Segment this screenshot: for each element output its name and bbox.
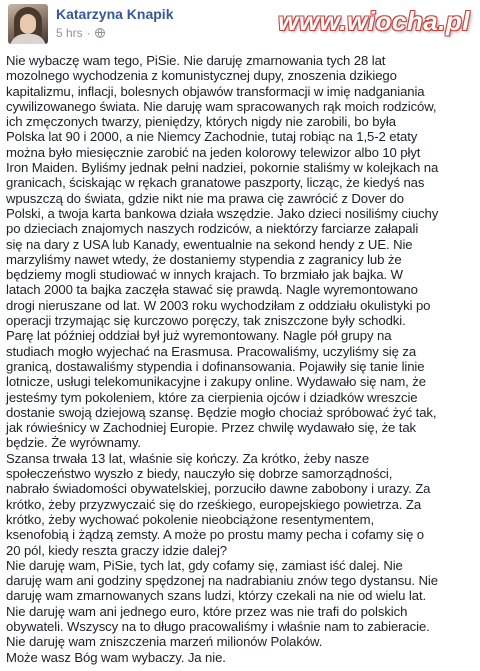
- post-text-line: daruję wam ani godziny spędzonej na nadrabianiu znów tego dystansu. Nie: [6, 573, 438, 589]
- post-text-line: operacji trzymając się kurczowo poręczy, tak zniszczone były schodki.: [6, 313, 406, 329]
- post-text-line: lotnicze, usługi telekomunikacyjne i zakupy online. Wydawało się nam, że: [6, 374, 426, 390]
- post-text-line: Nie wybaczę wam tego, PiSie. Nie daruję zmarnowania tych 28 lat: [6, 53, 386, 68]
- avatar-face: [20, 14, 36, 34]
- post-text-line: marzyliśmy nawet wtedy, że dostaniemy stypendia z zagranicy lub że: [6, 251, 402, 267]
- post-text-line: daruję wam zmarnowanych szans ludzi, którzy czekali na nie od wielu lat.: [6, 588, 427, 604]
- post-text-line: można było miesięcznie zarobić na jeden kolorowy telewizor albo 10 płyt: [6, 144, 421, 160]
- post-text-line: wpuszczą do świata, gdzie nikt nie ma prawa cię zawrócić z Dover do: [6, 190, 404, 206]
- post-text-line: granicach, ściskając w rękach granatowe paszporty, licząc, że kiedyś nas: [6, 175, 425, 191]
- post-text-line: Może wasz Bóg wam wybaczy. Ja nie.: [6, 649, 226, 665]
- author-avatar[interactable]: [8, 4, 48, 44]
- post-text-line: Polski, a twoja karta bankowa działa wszędzie. Jako dzieci nosiliśmy ciuchy: [6, 205, 439, 221]
- post-meta: [56, 26, 105, 40]
- post-text-line: Polska lat 90 i 2000, a nie Niemcy Zachodnie, tutaj robiąc na 1,5-2 etaty: [6, 129, 418, 145]
- post-text-line: krótko, żeby przyzwyczaić się do rześkiego, europejskiego powietrza. Za: [6, 496, 422, 512]
- post-text-line: Iron Maiden. Byliśmy jednak pełni nadziei, pokornie staliśmy w kolejkach na: [6, 160, 439, 176]
- post-text-line: 20 pól, kiedy reszta graczy idzie dalej?: [6, 542, 227, 558]
- author-name[interactable]: Katarzyna Knapik: [56, 6, 174, 22]
- post-text-line: się na dary z USA lub Kanady, ewentualnie na sekond hendy z UE. Nie: [6, 236, 413, 252]
- post-text-line: studiach mogło wyjechać na Erasmusa. Pracowaliśmy, uczyliśmy się za: [6, 343, 417, 359]
- post-text-line: Nie daruję wam ani jednego euro, które przez was nie trafi do polskich: [6, 603, 408, 619]
- post-text-line: latach 2000 ta bajka zaczęła stawać się prawdą. Nagle wyremontowano: [6, 282, 418, 298]
- post-text-line: mozolnego wychodzenia z komunistycznej dupy, znoszenia dzikiego: [6, 68, 397, 84]
- post-text-line: Parę lat później oddział był już wyremontowany. Nagle pół grupy na: [6, 328, 392, 344]
- post-text-line: po dzieciach znajomych naszych rodziców, a niektórzy farciarze załapali: [6, 221, 419, 237]
- post-text-line: Nie daruję wam zniszczenia marzeń milionów Polaków.: [6, 634, 323, 650]
- post-text-line: będziemy mogli studiować w innych krajach. To brzmiało jak bajka. W: [6, 267, 403, 283]
- post-text-line: nabrało świadomości obywatelskiej, porzuciło dawne zabobony i urazy. Za: [6, 481, 431, 497]
- post-text-line: obywateli. Wszyscy na to długo pracowaliśmy i właśnie nam to zabieracie.: [6, 618, 430, 634]
- globe-icon[interactable]: [95, 28, 105, 38]
- watermark-logo: www.wiocha.pl: [278, 6, 470, 36]
- post-text-line: jak rówieśnicy w Zachodniej Europie. Przez chwilę wydawało się, że tak: [6, 420, 417, 436]
- post-text-line: społeczeństwo wyszło z biedy, nauczyło się dobrze samorządności,: [6, 466, 393, 482]
- post-text-line: cywilizowanego świata. Nie daruję wam spracowanych rąk moich rodziców,: [6, 98, 437, 114]
- post-header: [0, 0, 480, 48]
- post-text-line: krótko, żeby wychować pokolenie nieobciążone resentymentem,: [6, 511, 375, 527]
- post-text-line: Szansa trwała 13 lat, właśnie się kończy. Za krótko, żeby nasze: [6, 450, 370, 466]
- post-body: [6, 53, 474, 665]
- post-timestamp[interactable]: 5 hrs: [56, 26, 83, 40]
- post-text-line: ksenofobią i żądzą zemsty. A może po prostu mamy pecha i cofamy się o: [6, 527, 424, 543]
- post-text-line: drogi nieruszane od lat. W 2003 roku wychodziłam z oddziału okulistyki po: [6, 297, 431, 313]
- meta-separator: ·: [86, 26, 91, 40]
- post-text-line: granicą, dostawaliśmy stypendia i dofinansowania. Pojawiły się tanie linie: [6, 358, 425, 374]
- post-text-line: ich zmęczonych twarzy, pieniędzy, których nigdy nie zarobili, bo była: [6, 114, 396, 130]
- post-text-line: będzie. Że wyrównamy.: [6, 435, 141, 451]
- post-text-line: jesteśmy tym pokoleniem, które za cierpienia ojców i dziadków wreszcie: [6, 389, 418, 405]
- post-text-line: kapitalizmu, inflacji, bolesnych objawów transformacji w imię nadganiania: [6, 83, 425, 99]
- post-text-line: dostanie swoją dziejową szansę. Będzie mogło chociaż spróbować żyć tak,: [6, 404, 437, 420]
- post-text-line: Nie daruję wam, PiSie, tych lat, gdy cofamy się, zamiast iść dalej. Nie: [6, 557, 403, 573]
